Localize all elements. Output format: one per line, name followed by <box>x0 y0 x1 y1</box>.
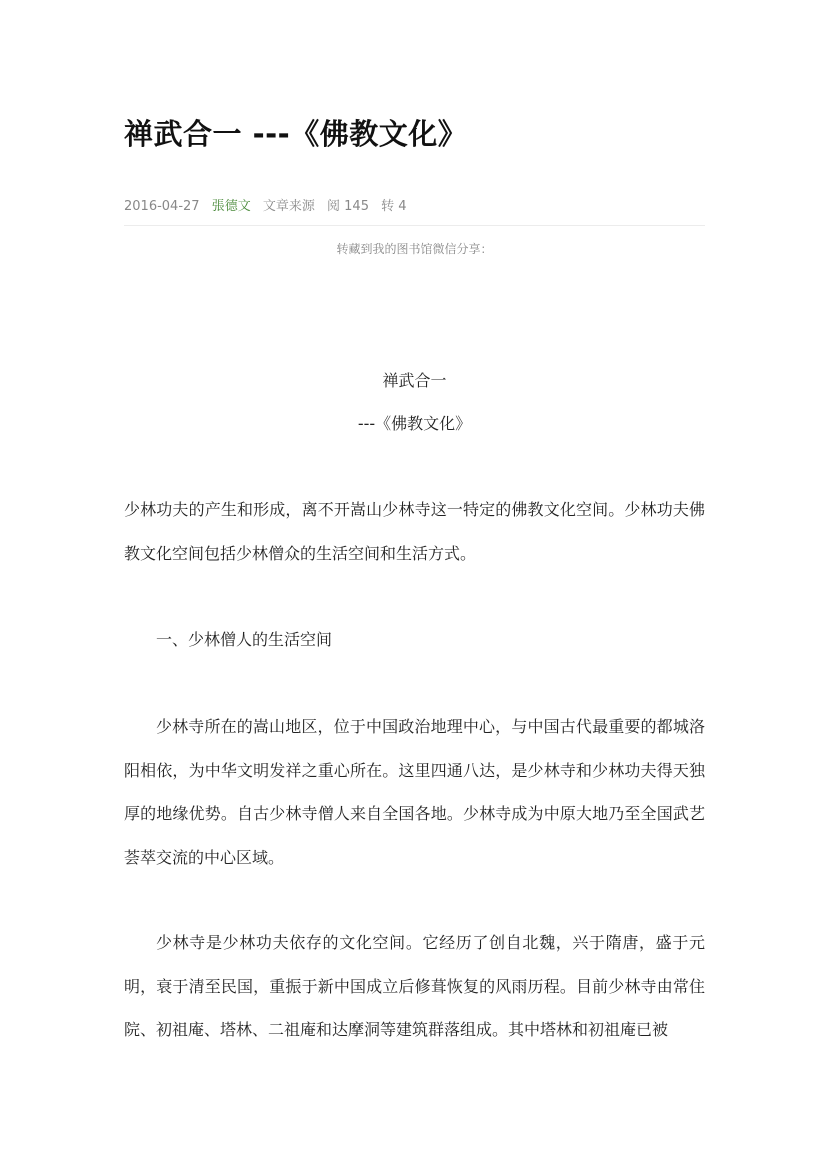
publish-date: 2016-04-27 <box>124 199 200 214</box>
paragraph-intro: 少林功夫的产生和形成，离不开嵩山少林寺这一特定的佛教文化空间。少林功夫佛教文化空间包括少林僧众的生活空间和生活方式。 <box>124 500 705 563</box>
content-subheading: ---《佛教文化》 <box>357 414 472 433</box>
repost-count: 转 4 <box>381 199 407 214</box>
article-meta <box>124 195 415 214</box>
source-link[interactable]: 文章来源 <box>262 199 315 214</box>
content-heading: 禅武合一 <box>382 371 447 390</box>
read-count: 阅 145 <box>327 199 369 214</box>
meta-divider <box>124 225 705 226</box>
author-link[interactable]: 張德文 <box>211 199 251 214</box>
paragraph: 少林寺所在的嵩山地区，位于中国政治地理中心，与中国古代最重要的都城洛阳相依，为中华文明发祥之重心所在。这里四通八达，是少林寺和少林功夫得天独厚的地缘优势。自古少林寺僧人来自全国各地。少林寺成为中原大地乃至全国武艺荟萃交流的中心区域。 <box>124 717 705 867</box>
section-heading: 一、少林僧人的生活空间 <box>156 630 333 649</box>
share-bar[interactable]: 转藏到我的图书馆微信分享： <box>336 242 493 256</box>
article-title: 禅武合一 ---《佛教文化》 <box>124 117 468 151</box>
paragraph: 少林寺是少林功夫依存的文化空间。它经历了创自北魏，兴于隋唐，盛于元明，衰于清至民国，重振于新中国成立后修葺恢复的风雨历程。目前少林寺由常住院、初祖庵、塔林、二祖庵和达摩洞等建筑群落组成。其中塔林和初祖庵已被 <box>124 933 705 1039</box>
